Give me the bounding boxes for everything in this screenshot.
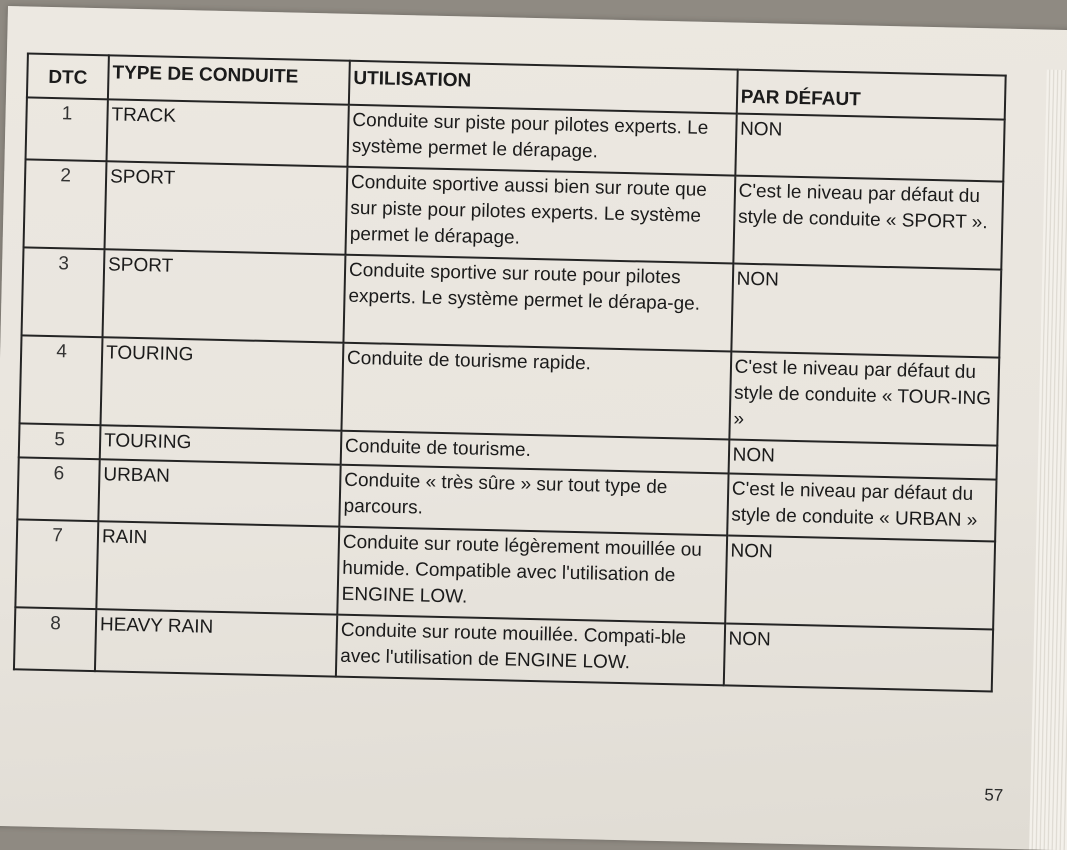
manual-page: [0, 6, 1067, 850]
cell-type: SPORT: [104, 161, 347, 254]
cell-dtc: 3: [22, 247, 105, 337]
cell-usage: Conduite sur piste pour pilotes experts. Le système permet le dérapage.: [347, 105, 736, 176]
cell-usage: Conduite sportive sur route pour pilotes experts. Le système permet le dérapa-ge.: [343, 255, 733, 352]
cell-default: C'est le niveau par défaut du style de conduite « TOUR-ING »: [729, 351, 999, 445]
header-dtc: DTC: [27, 53, 109, 99]
header-usage: UTILISATION: [349, 61, 738, 114]
cell-usage: Conduite sur route mouillée. Compati-ble avec l'utilisation de ENGINE LOW.: [336, 615, 725, 686]
page-stack-edge: [1029, 70, 1067, 850]
dtc-table: [13, 52, 1007, 692]
cell-default: NON: [725, 535, 995, 629]
cell-dtc: 2: [24, 159, 107, 249]
cell-type: TRACK: [106, 99, 348, 166]
cell-usage: Conduite « très sûre » sur tout type de parcours.: [339, 465, 728, 536]
header-type: TYPE DE CONDUITE: [108, 55, 350, 104]
cell-usage: Conduite sur route légèrement mouillée ou humide. Compatible avec l'utilisation de ENGINE LOW.: [337, 527, 727, 624]
cell-default: NON: [723, 623, 993, 691]
cell-dtc: 5: [19, 423, 101, 459]
cell-default: NON: [731, 264, 1001, 358]
cell-type: SPORT: [102, 249, 345, 342]
cell-dtc: 6: [17, 457, 99, 521]
cell-usage: Conduite sportive aussi bien sur route que sur piste pour pilotes experts. Le système permet le dérapage.: [345, 167, 735, 264]
cell-usage: Conduite de tourisme rapide.: [341, 343, 731, 440]
cell-default: C'est le niveau par défaut du style de conduite « URBAN »: [727, 473, 997, 541]
cell-dtc: 4: [20, 335, 103, 425]
cell-type: URBAN: [98, 459, 340, 526]
cell-default: NON: [728, 439, 997, 479]
cell-type: TOURING: [100, 337, 343, 430]
page-number: 57: [984, 785, 1004, 805]
cell-default: NON: [735, 114, 1005, 182]
cell-type: HEAVY RAIN: [95, 609, 337, 676]
cell-usage: Conduite de tourisme.: [341, 431, 729, 474]
header-default: PAR DÉFAUT: [736, 70, 1005, 120]
cell-default: C'est le niveau par défaut du style de conduite « SPORT ».: [733, 176, 1003, 270]
cell-dtc: 1: [26, 97, 108, 161]
cell-dtc: 8: [14, 607, 96, 671]
cell-type: RAIN: [96, 521, 339, 614]
cell-type: TOURING: [100, 425, 342, 464]
cell-dtc: 7: [15, 519, 98, 609]
